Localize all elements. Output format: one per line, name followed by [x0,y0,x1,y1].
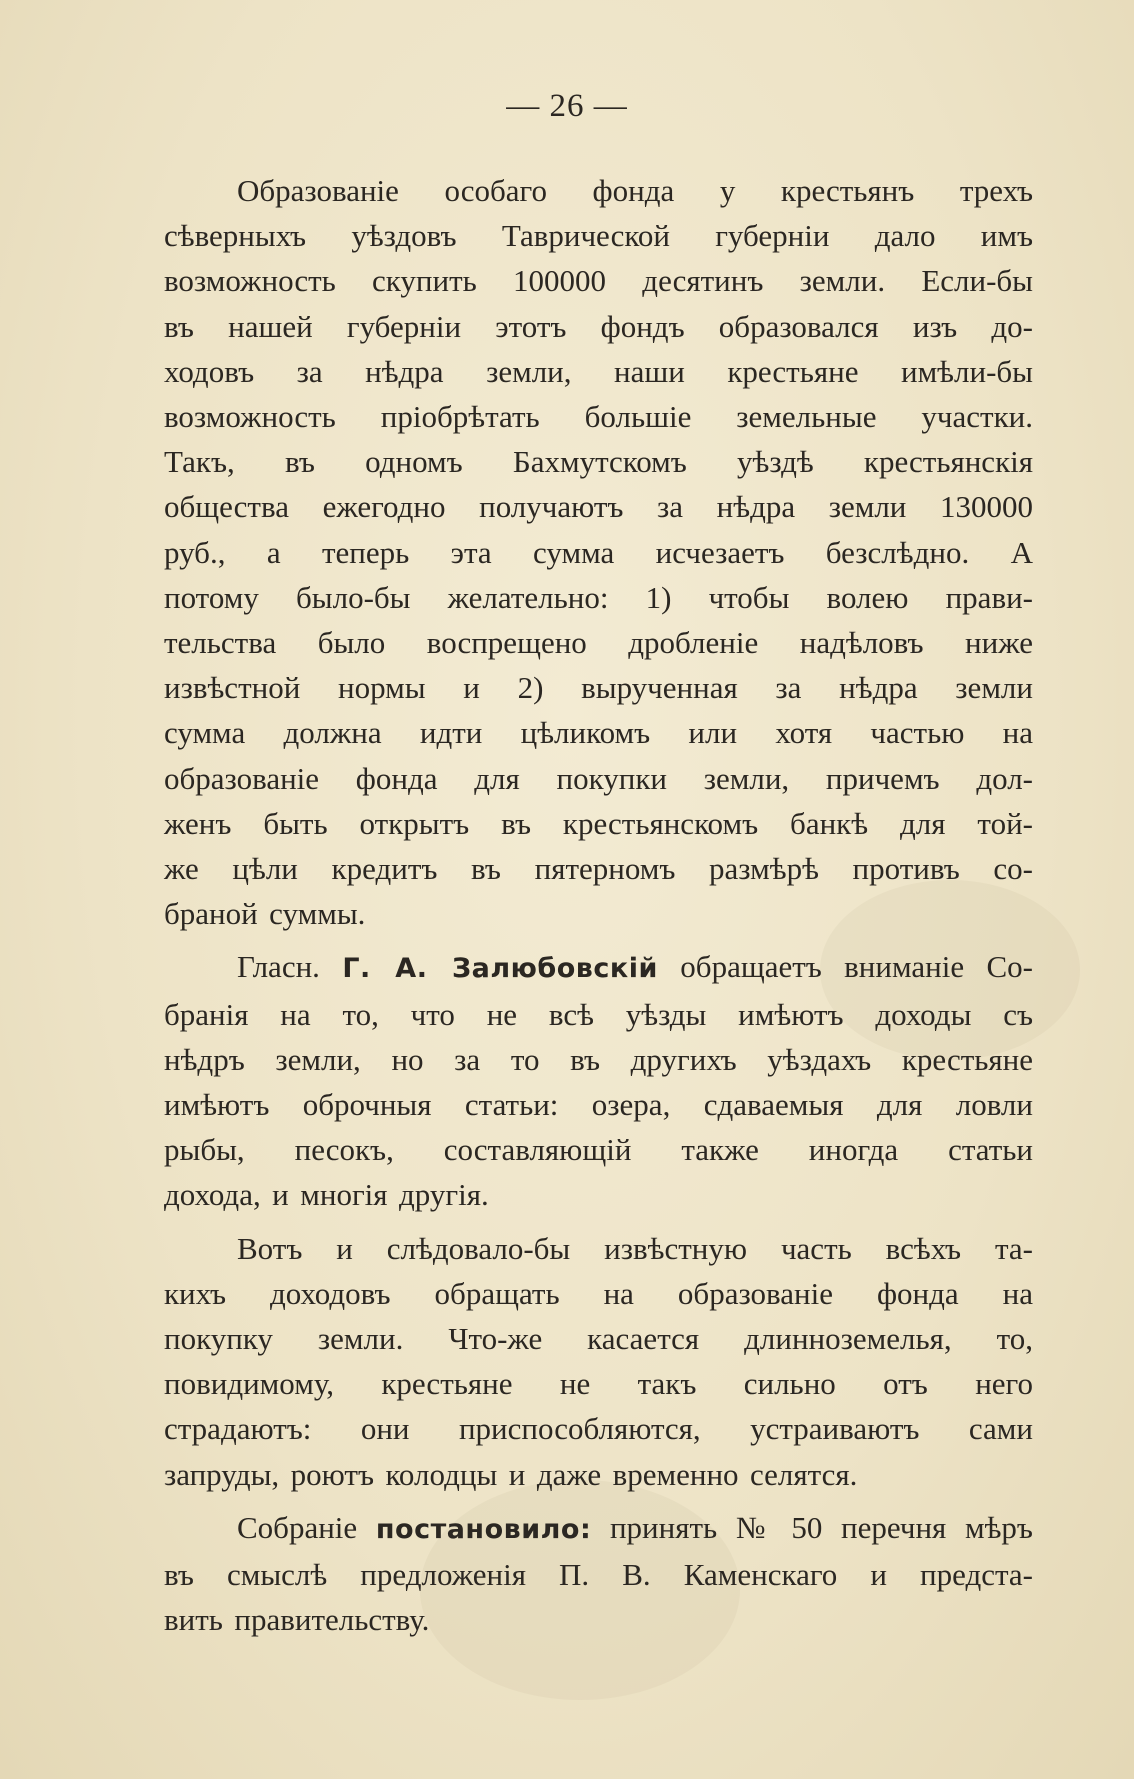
text-line: браной суммы. [164,896,366,932]
speaker-name: Г. А. Залюбовскій [342,953,658,985]
text-line [164,1505,1033,1552]
paragraph-4 [164,1505,1033,1643]
body-text [164,168,1033,1643]
text-line: Вотъ и слѣдовало-бы извѣстную часть всѣхъ та- [237,1230,1033,1266]
text-line: сѣверныхъ уѣздовъ Таврической губерніи дало имъ [164,218,1033,254]
text-fragment: принять № 50 перечня мѣръ [609,1509,1033,1545]
text-fragment: обращаетъ вниманіе Со- [680,949,1033,985]
resolution-keyword: постановило: [375,1513,592,1545]
text-line: сумма должна идти цѣликомъ или хотя частью на [164,715,1033,751]
text-fragment: Собраніе [237,1509,358,1545]
text-line: въ смыслѣ предложенія П. В. Каменскаго и предста- [164,1557,1033,1593]
speaker-title: Гласн. [237,949,320,985]
text-line: извѣстной нормы и 2) вырученная за нѣдра земли [164,670,1033,706]
text-line: общества ежегодно получаютъ за нѣдра земли 130000 [164,489,1033,525]
text-line: ходовъ за нѣдра земли, наши крестьяне имѣли-бы [164,353,1033,389]
text-line: дохода, и многія другія. [164,1177,489,1213]
text-line: образованіе фонда для покупки земли, причемъ дол- [164,760,1033,796]
paragraph-1 [164,168,1033,936]
text-line: кихъ доходовъ обращать на образованіе фонда на [164,1275,1033,1311]
text-line: бранія на то, что не всѣ уѣзды имѣютъ доходы съ [164,996,1033,1032]
paragraph-3 [164,1226,1033,1497]
text-line: возможность скупить 100000 десятинъ земли. Если-бы [164,263,1033,299]
text-line: запруды, роютъ колодцы и даже временно селятся. [164,1456,858,1492]
text-line: потому было-бы желательно: 1) чтобы волею прави- [164,579,1033,615]
text-line: женъ быть открытъ въ крестьянскомъ банкѣ для той- [164,805,1033,841]
text-line: вить правительству. [164,1602,430,1638]
paragraph-gap [164,936,1033,944]
text-line: тельства было воспрещено дробленіе надѣловъ ниже [164,625,1033,661]
text-line: же цѣли кредитъ въ пятерномъ размѣрѣ противъ со- [164,851,1033,887]
text-line: въ нашей губерніи этотъ фондъ образовался изъ до- [164,308,1033,344]
text-line: возможность пріобрѣтать большіе земельные участки. [164,399,1033,435]
text-line: рыбы, песокъ, составляющій также иногда статьи [164,1132,1033,1168]
text-line: имѣютъ оброчныя статьи: озера, сдаваемыя для ловли [164,1087,1033,1123]
paragraph-gap [164,1497,1033,1505]
text-line: нѣдръ земли, но за то въ другихъ уѣздахъ крестьяне [164,1041,1033,1077]
paragraph-2 [164,944,1033,1217]
text-line [164,944,1033,991]
text-line: руб., а теперь эта сумма исчезаетъ безслѣдно. А [164,534,1033,570]
text-line: страдаютъ: они приспособляются, устраиваютъ сами [164,1411,1033,1447]
text-line: повидимому, крестьяне не такъ сильно отъ него [164,1366,1033,1402]
text-line: покупку земли. Что-же касается длинноземелья, то, [164,1321,1033,1357]
text-line: Образованіе особаго фонда у крестьянъ трехъ [237,173,1033,208]
page-number: — 26 — [506,88,628,124]
text-line: Такъ, въ одномъ Бахмутскомъ уѣздѣ крестьянскія [164,444,1033,480]
paragraph-gap [164,1218,1033,1226]
